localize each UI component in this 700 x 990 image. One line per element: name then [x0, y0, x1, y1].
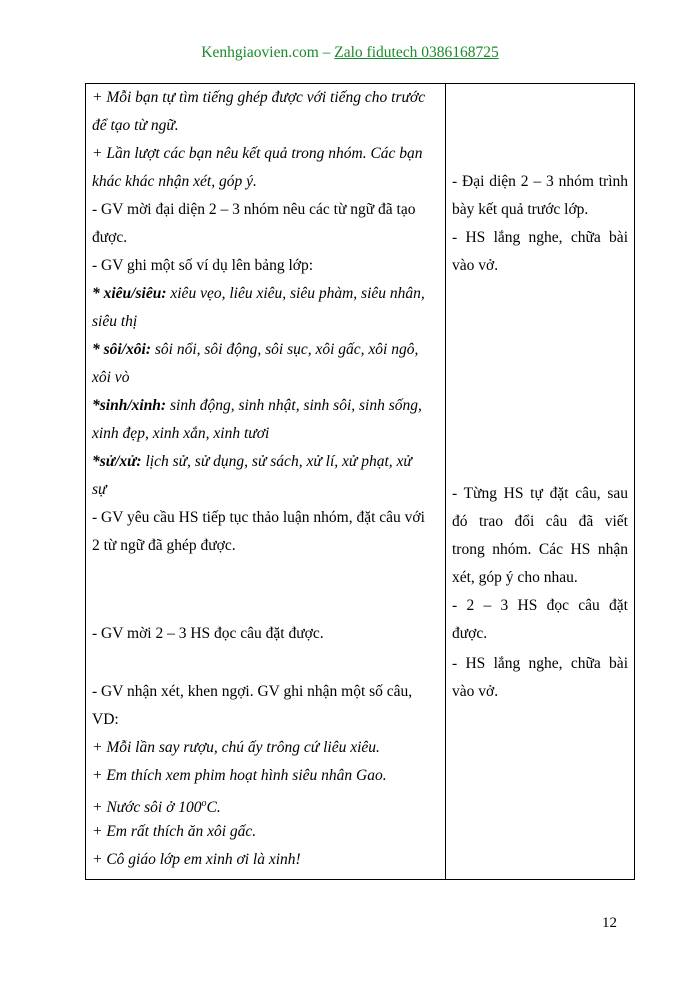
example-soi-xoi	[92, 340, 418, 360]
left-line-6: được.	[92, 229, 128, 246]
left-line-11: - GV nhận xét, khen ngợi. GV ghi nhận một số câu,	[92, 683, 413, 700]
left-line-10: - GV mời 2 – 3 HS đọc câu đặt được.	[92, 625, 324, 642]
left-line-4: khác khác nhận xét, góp ý.	[92, 173, 257, 190]
sentence-1: + Mỗi lần say rượu, chú ấy trông cứ liêu xiêu.	[92, 739, 380, 756]
right-line-5: - Từng HS tự đặt câu, sau	[452, 485, 628, 502]
lesson-table	[85, 83, 635, 880]
right-line-7: trong nhóm. Các HS nhận	[452, 541, 628, 558]
right-line-3: - HS lắng nghe, chữa bài	[452, 229, 628, 246]
left-line-7: - GV ghi một số ví dụ lên bảng lớp:	[92, 257, 314, 274]
sentence-3-post: C.	[206, 799, 221, 817]
example-sinh-xinh	[92, 396, 422, 416]
example-su-xu-cont: sự	[92, 481, 107, 498]
example-text: lịch sử, sử dụng, sử sách, xử lí, xử phạt, xử	[141, 453, 412, 470]
right-line-11: - HS lắng nghe, chữa bài	[452, 655, 628, 672]
left-line-3: + Lần lượt các bạn nêu kết quả trong nhóm. Các bạn	[92, 145, 423, 162]
sentence-4: + Em rất thích ăn xôi gấc.	[92, 823, 257, 840]
example-text: sôi nổi, sôi động, sôi sục, xôi gấc, xôi ngô,	[151, 341, 419, 358]
example-su-xu	[92, 452, 412, 472]
left-line-8: - GV yêu cầu HS tiếp tục thảo luận nhóm, đặt câu với	[92, 509, 425, 526]
sentence-2: + Em thích xem phim hoạt hình siêu nhân Gao.	[92, 767, 387, 784]
sentence-5: + Cô giáo lớp em xinh ơi là xinh!	[92, 851, 301, 868]
left-line-9: 2 từ ngữ đã ghép được.	[92, 537, 236, 554]
example-label: *sinh/xinh:	[92, 397, 167, 414]
left-line-5: - GV mời đại diện 2 – 3 nhóm nêu các từ ngữ đã tạo	[92, 201, 416, 218]
right-line-2: bày kết quả trước lớp.	[452, 201, 589, 218]
example-xieu-sieu-cont: siêu thị	[92, 313, 138, 330]
right-line-4: vào vở.	[452, 257, 499, 274]
example-label: * xiêu/siêu:	[92, 285, 167, 302]
page-header	[0, 44, 700, 62]
example-sinh-xinh-cont: xinh đẹp, xinh xắn, xinh tươi	[92, 425, 270, 442]
left-line-2: để tạo từ ngữ.	[92, 117, 179, 134]
right-line-1: - Đại diện 2 – 3 nhóm trình	[452, 173, 628, 190]
right-line-6: đó trao đổi câu đã viết	[452, 513, 628, 530]
sentence-3	[92, 794, 221, 818]
sentence-3-pre: + Nước sôi ở 100	[92, 799, 202, 817]
right-line-10: được.	[452, 625, 488, 642]
example-soi-xoi-cont: xôi vò	[92, 369, 130, 386]
example-text: sinh động, sinh nhật, sinh sôi, sinh sống,	[166, 397, 422, 414]
right-line-12: vào vở.	[452, 683, 499, 700]
page-number: 12	[602, 915, 617, 931]
example-label: * sôi/xôi:	[92, 341, 151, 358]
header-site[interactable]: Kenhgiaovien.com	[201, 44, 319, 61]
header-contact[interactable]: Zalo fidutech 0386168725	[334, 44, 499, 61]
right-line-9: - 2 – 3 HS đọc câu đặt	[452, 597, 628, 614]
header-separator: –	[318, 44, 335, 61]
column-divider	[445, 84, 446, 879]
left-line-1: + Mỗi bạn tự tìm tiếng ghép được với tiếng cho trước	[92, 89, 426, 106]
degree-sup: o	[201, 798, 207, 809]
example-text: xiêu vẹo, liêu xiêu, siêu phàm, siêu nhân,	[166, 285, 425, 302]
example-label: *sử/xử:	[92, 453, 142, 470]
example-xieu-sieu	[92, 284, 425, 304]
right-line-8: xét, góp ý cho nhau.	[452, 569, 578, 586]
left-line-12: VD:	[92, 711, 119, 728]
